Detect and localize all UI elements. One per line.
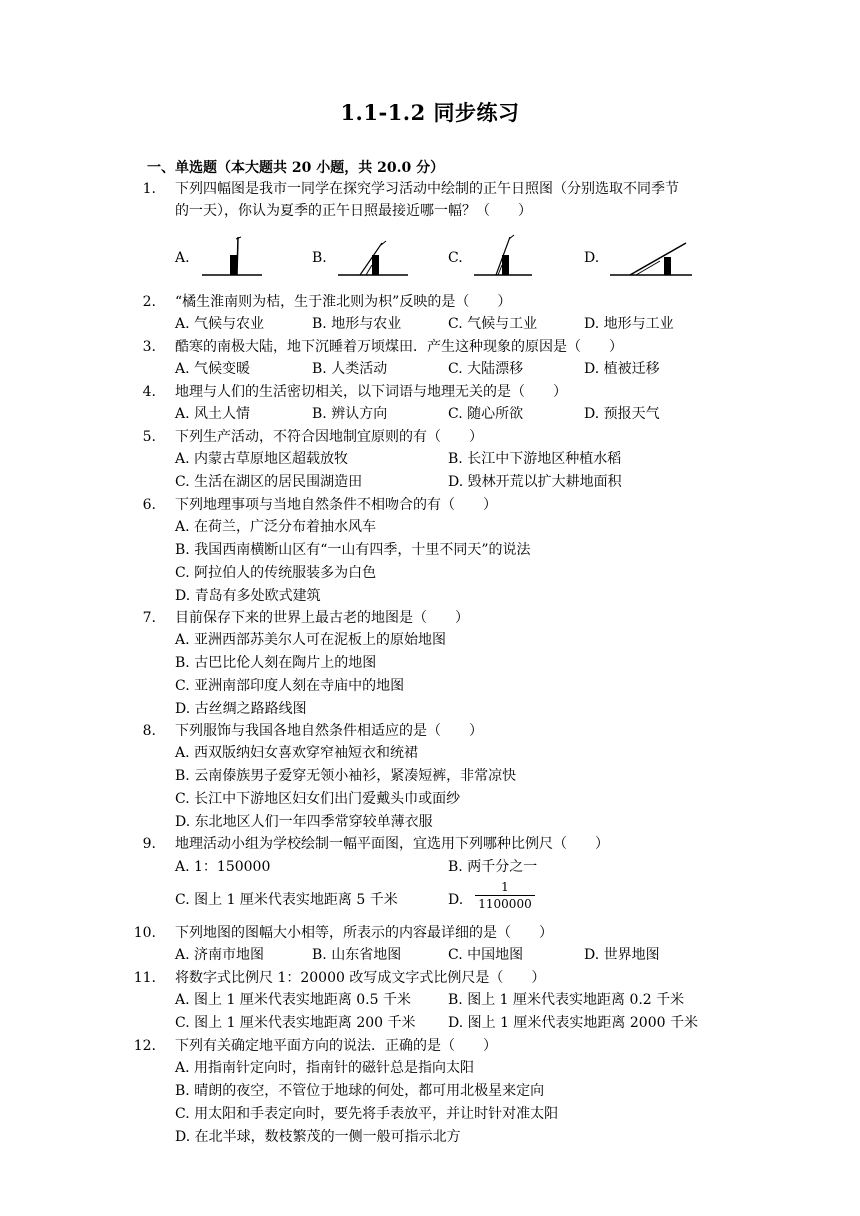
option-d: D. 毁林开荒以扩大耕地面积 bbox=[448, 474, 622, 490]
option-d: D. 预报天气 bbox=[584, 406, 660, 422]
question-number: 11. bbox=[133, 970, 156, 986]
option-c: C. 用太阳和手表定向时，要先将手表放平，并让时针对准太阳 bbox=[175, 1106, 559, 1122]
question-text: 下列地理事项与当地自然条件不相吻合的有（ ） bbox=[175, 497, 497, 513]
question-text: 的一天），你认为夏季的正午日照最接近哪一幅？（ ） bbox=[175, 203, 532, 219]
option-c: C. 中国地图 bbox=[448, 947, 524, 963]
option-b: B. 地形与农业 bbox=[312, 316, 402, 332]
sun-shadow-figure-b bbox=[336, 233, 410, 279]
option-c: C. 长江中下游地区妇女们出门爱戴头巾或面纱 bbox=[175, 791, 461, 807]
option-a: A. 图上 1 厘米代表实地距离 0.5 千米 bbox=[175, 992, 411, 1008]
option-b: B. 晴朗的夜空，不管位于地球的何处，都可用北极星来定向 bbox=[175, 1083, 545, 1099]
option-a: A. 内蒙古草原地区超载放牧 bbox=[175, 451, 349, 467]
question-number: 2. bbox=[142, 294, 156, 310]
option-a: A. 气候与农业 bbox=[175, 316, 265, 332]
page-title: 1.1-1.2 同步练习 bbox=[340, 100, 520, 125]
option-a: A. 亚洲西部苏美尔人可在泥板上的原始地图 bbox=[175, 632, 447, 648]
option-b: B. 人类活动 bbox=[312, 361, 388, 377]
question-number: 4. bbox=[142, 384, 156, 400]
option-c: C. 随心所欲 bbox=[448, 406, 524, 422]
option-d: D. 在北半球，数枝繁茂的一侧一般可指示北方 bbox=[175, 1129, 461, 1145]
option-d: D. 青岛有多处欧式建筑 bbox=[175, 588, 321, 604]
option-c: C. 大陆漂移 bbox=[448, 361, 524, 377]
question-number: 9. bbox=[142, 836, 156, 852]
option-b: B. 云南傣族男子爱穿无领小袖衫，紧凑短裤，非常凉快 bbox=[175, 768, 517, 784]
sun-shadow-figure-a bbox=[200, 233, 264, 279]
option-a: A. bbox=[175, 250, 190, 266]
option-c: C. 图上 1 厘米代表实地距离 200 千米 bbox=[175, 1015, 416, 1031]
question-number: 6. bbox=[142, 497, 156, 513]
scale-fraction bbox=[475, 880, 535, 911]
question-text: 下列生产活动，不符合因地制宜原则的有（ ） bbox=[175, 429, 483, 445]
sun-shadow-figure-c bbox=[472, 233, 534, 279]
question-text: “橘生淮南则为桔，生于淮北则为枳”反映的是（ ） bbox=[175, 294, 512, 310]
option-a: A. 气候变暖 bbox=[175, 361, 251, 377]
option-a: A. 济南市地图 bbox=[175, 947, 265, 963]
option-b: B. 我国西南横断山区有“一山有四季，十里不同天”的说法 bbox=[175, 542, 531, 558]
option-c: C. 生活在湖区的居民围湖造田 bbox=[175, 474, 363, 490]
question-text: 将数字式比例尺 1：20000 改写成文字式比例尺是（ ） bbox=[175, 970, 546, 986]
option-c: C. bbox=[448, 250, 463, 266]
question-number: 5. bbox=[142, 429, 156, 445]
question-number: 3. bbox=[142, 339, 156, 355]
question-text: 下列有关确定地平面方向的说法．正确的是（ ） bbox=[175, 1038, 497, 1054]
question-text: 下列地图的图幅大小相等，所表示的内容最详细的是（ ） bbox=[175, 925, 553, 941]
option-c: C. 气候与工业 bbox=[448, 316, 538, 332]
question-number: 12. bbox=[133, 1038, 156, 1054]
question-text: 酷寒的南极大陆，地下沉睡着万顷煤田．产生这种现象的原因是（ ） bbox=[175, 339, 623, 355]
option-b: B. 古巴比伦人刻在陶片上的地图 bbox=[175, 655, 377, 671]
sun-shadow-figure-d bbox=[608, 233, 694, 279]
question-text: 地理活动小组为学校绘制一幅平面图，宜选用下列哪种比例尺（ ） bbox=[175, 836, 609, 852]
option-d: D. 地形与工业 bbox=[584, 316, 674, 332]
option-c: C. 图上 1 厘米代表实地距离 5 千米 bbox=[175, 892, 398, 908]
option-c: C. 亚洲南部印度人刻在寺庙中的地图 bbox=[175, 678, 405, 694]
option-b: B. 图上 1 厘米代表实地距离 0.2 千米 bbox=[448, 992, 685, 1008]
section-heading: 一、单选题（本大题共 20 小题，共 20.0 分） bbox=[147, 160, 445, 176]
option-b: B. 长江中下游地区种植水稻 bbox=[448, 451, 622, 467]
option-d: D. bbox=[448, 892, 464, 908]
option-b: B. 山东省地图 bbox=[312, 947, 402, 963]
question-number: 7. bbox=[142, 610, 156, 626]
question-number: 8. bbox=[142, 723, 156, 739]
option-a: A. 1：150000 bbox=[175, 859, 271, 875]
option-a: A. 用指南针定向时，指南针的磁针总是指向太阳 bbox=[175, 1060, 475, 1076]
fraction-bar bbox=[475, 895, 535, 896]
fraction-numerator: 1 bbox=[501, 880, 509, 894]
option-b: B. bbox=[312, 250, 327, 266]
question-text: 地理与人们的生活密切相关，以下词语与地理无关的是（ ） bbox=[175, 384, 567, 400]
question-text: 下列四幅图是我市一同学在探究学习活动中绘制的正午日照图（分别选取不同季节 bbox=[175, 181, 679, 197]
fraction-denominator: 1100000 bbox=[478, 897, 532, 911]
option-d: D. 植被迁移 bbox=[584, 361, 660, 377]
option-a: A. 风土人情 bbox=[175, 406, 251, 422]
question-text: 目前保存下来的世界上最古老的地图是（ ） bbox=[175, 610, 469, 626]
option-d: D. 世界地图 bbox=[584, 947, 660, 963]
question-text: 下列服饰与我国各地自然条件相适应的是（ ） bbox=[175, 723, 483, 739]
option-b: B. 辨认方向 bbox=[312, 406, 388, 422]
option-d: D. 古丝绸之路路线图 bbox=[175, 701, 307, 717]
option-d: D. bbox=[584, 250, 600, 266]
option-b: B. 两千分之一 bbox=[448, 859, 538, 875]
option-d: D. 图上 1 厘米代表实地距离 2000 千米 bbox=[448, 1015, 698, 1031]
question-number: 10. bbox=[133, 925, 156, 941]
option-d: D. 东北地区人们一年四季常穿较单薄衣服 bbox=[175, 814, 433, 830]
option-a: A. 在荷兰，广泛分布着抽水风车 bbox=[175, 519, 377, 535]
option-c: C. 阿拉伯人的传统服装多为白色 bbox=[175, 565, 377, 581]
option-a: A. 西双版纳妇女喜欢穿窄袖短衣和统裙 bbox=[175, 745, 419, 761]
question-number: 1. bbox=[142, 181, 156, 197]
